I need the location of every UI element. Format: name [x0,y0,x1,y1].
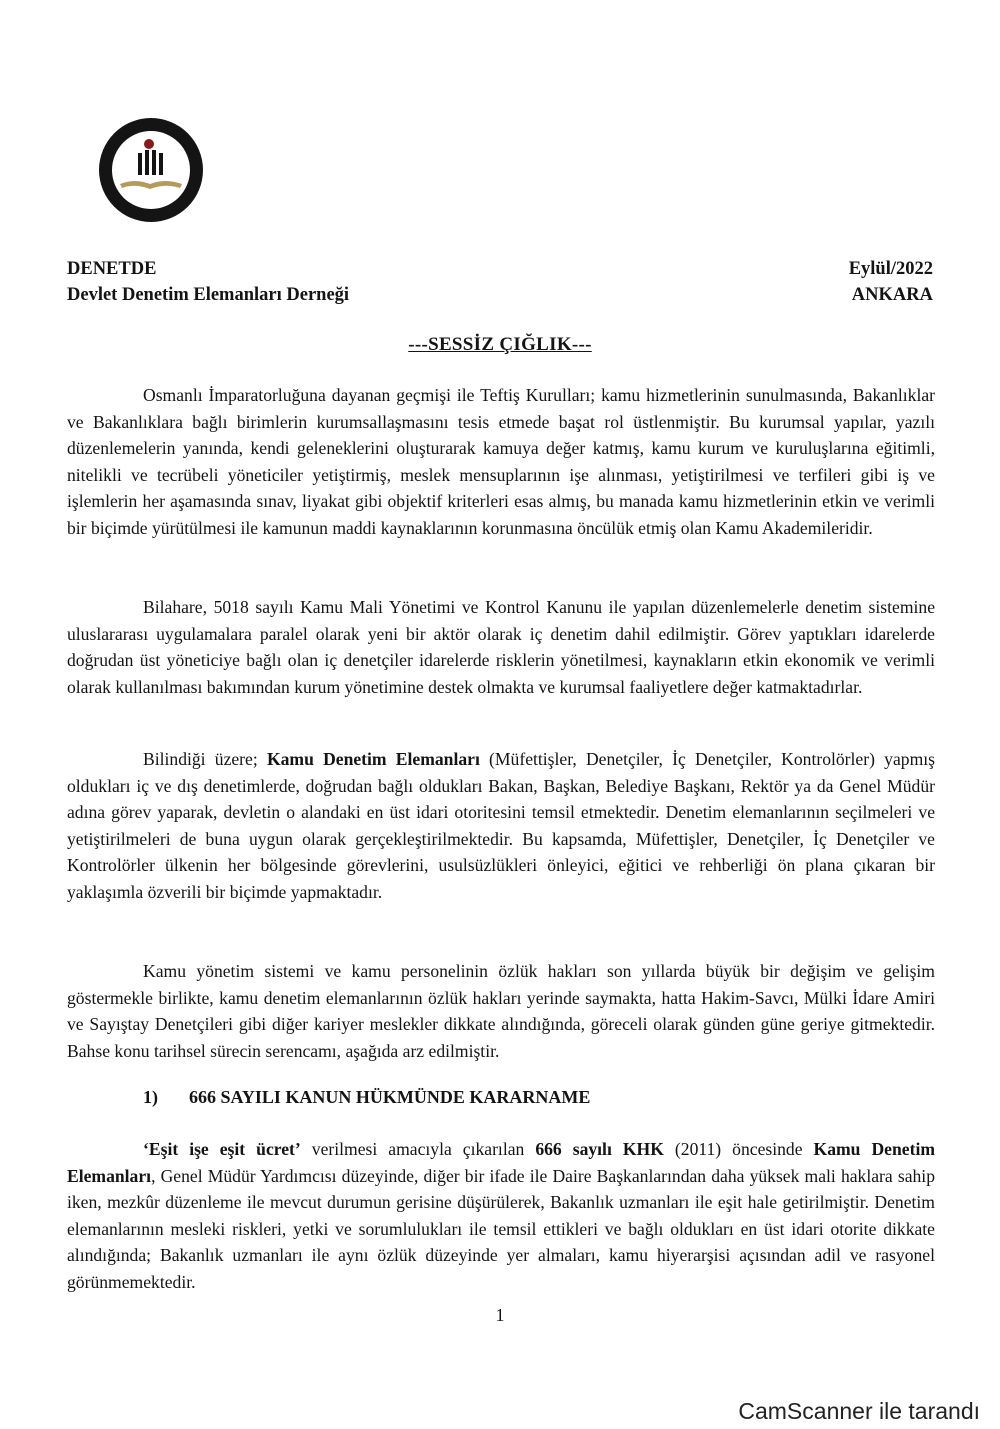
paragraph-5-text: (2011) öncesinde [663,1139,814,1159]
org-full-name: Devlet Denetim Elemanları Derneği [67,285,350,305]
scanner-watermark: CamScanner ile tarandı [738,1398,980,1424]
letter-date: Eylül/2022 [848,259,933,279]
letterhead-left [67,256,349,308]
letterhead-right [849,256,933,308]
section-title: 666 SAYILI KANUN HÜKMÜNDE KARARNAME [189,1087,591,1107]
paragraph-5-text: , Genel Müdür Yardımcısı düzeyinde, diğer bir ifade ile Daire Başkanlarından daha yüksek mali haklara sahip iken, mezkûr düzenleme ile mevcut durumun gerisine düşürülerek, Bakanlık uzmanları ile eşit hale getirilmiştir. Denetim elemanlarının mesleki riskleri, yetki ve sorumlulukları ile temsil ettikleri ve bağlı oldukları en üst idari otorite dikkate alındığında; Bakanlık uzmanları ile aynı özlük düzeyinde yer almaları, kamu hiyerarşisi açısından adil ve rasyonel görünmemektedir. [67,1165,935,1292]
paragraph-5-emphasis: Kamu Denetim Elemanları [67,1139,935,1186]
paragraph-2: Bilahare, 5018 sayılı Kamu Mali Yönetimi ve Kontrol Kanunu ile yapılan düzenlemelerle denetim sistemine uluslararası uygulamalara paralel olarak yeni bir aktör olarak iç denetim dahil edilmiştir. Görev yaptıkları idarelerde doğrudan üst yöneticiye bağlı olan iç denetçiler idarelerde risklerin yönetilmesi, kaynakların etkin ekonomik ve verimli olarak kullanılması bakımından kurum yönetimine destek olmakta ve kurumsal faaliyetlere değer katmaktadırlar. [67,597,935,697]
paragraph-4: Kamu yönetim sistemi ve kamu personelinin özlük hakları son yıllarda büyük bir değişim ve gelişim göstermekle birlikte, kamu denetim elemanlarının özlük hakları yerinde saymakta, hatta Hakim-Savcı, Mülki İdare Amiri ve Sayıştay Denetçileri gibi diğer kariyer meslekler dikkate alındığında, göreceli olarak günden güne geriye gitmektedir. Bahse konu tarihsel sürecin serencamı, aşağıda arz edilmiştir. [67,961,935,1061]
org-short-name: DENETDE [67,259,157,279]
paragraph-5-emphasis: 666 sayılı KHK [535,1139,664,1159]
letter-city: ANKARA [851,285,933,305]
page-number: 1 [495,1305,505,1325]
association-logo [90,114,212,226]
paragraph-3-emphasis: Kamu Denetim Elemanları [266,749,480,769]
paragraph-5 [67,1136,935,1296]
paragraph-5-text: verilmesi amacıyla çıkarılan [300,1139,536,1159]
paragraph-5-emphasis: ‘Eşit işe eşit ücret’ [143,1139,301,1159]
paragraph-1: Osmanlı İmparatorluğuna dayanan geçmişi ile Teftiş Kurulları; kamu hizmetlerinin sunulmasında, Bakanlıklar ve Bakanlıklara bağlı birimlerin kurumsallaşmasını tesis etmede başat rol üstlenmiştir. Bu kurumsal yapılar, yazılı düzenlemelerin yanında, kendi geleneklerini oluşturarak kamuya değer katmış, kamu kurum ve kuruluşlarına eğitimli, nitelikli ve tecrübeli yöneticiler yetiştirmiş, meslek mensuplarının işe alınması, yetiştirilmesi ve terfileri gibi iş ve işlemlerin her aşamasında sınav, liyakat gibi objektif kriterleri esas almış, bu manada kamu hizmetlerinin etkin ve verimli bir biçimde yürütülmesi ile kamunun maddi kaynaklarının korunmasına öncülük etmiş olan Kamu Akademileridir. [67,385,935,538]
paragraph-3 [67,746,935,906]
section-heading [143,1087,590,1108]
document-title: ---SESSİZ ÇIĞLIK--- [408,334,592,355]
paragraph-3-text: Bilindiği üzere; [143,749,267,769]
paragraph-3-text: (Müfettişler, Denetçiler, İç Denetçiler, Kontrolörler) yapmış oldukları iç ve dış denetimlerde, doğrudan bağlı oldukları Bakan, Başkan, Belediye Başkanı, Rektör ya da Genel Müdür adına görev yaparak, devletin o alandaki en üst idari otoritesini temsil etmektedir. Denetim elemanlarının seçilmeleri ve yetiştirilmeleri de buna uygun olarak gerçekleştirilmektedir. Bu kapsamda, Müfettişler, Denetçiler, İç Denetçiler ve Kontrolörler ülkenin her bölgesinde görevlerini, usulsüzlükleri önleyici, eğitici ve rehberliği ön plana çıkaran bir yaklaşımla özverili bir biçimde yapmaktadır. [67,749,935,902]
section-number: 1) [143,1087,158,1107]
